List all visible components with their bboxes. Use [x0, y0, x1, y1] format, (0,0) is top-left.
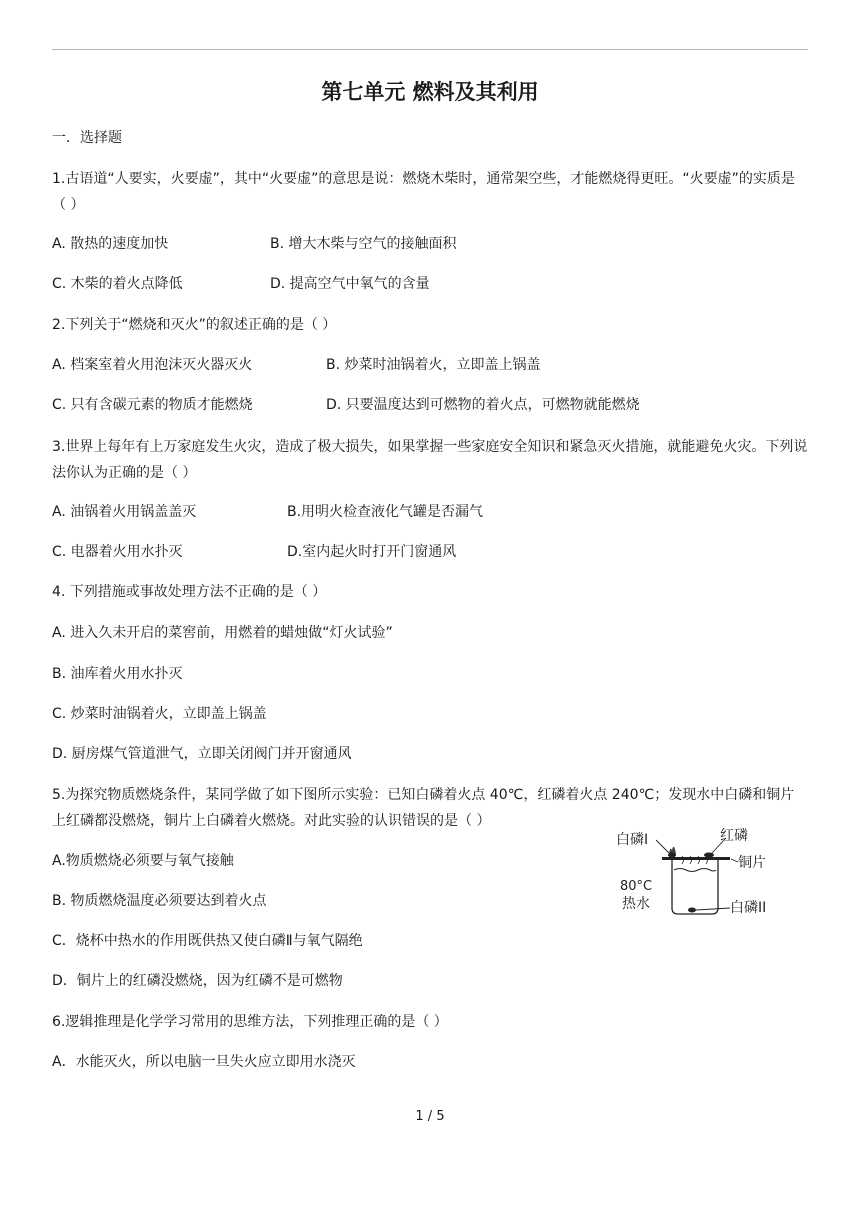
label-white-phosphorus-1: 白磷Ⅰ — [616, 832, 649, 848]
q3-option-b: B.用明火检查液化气罐是否漏气 — [287, 504, 484, 520]
q2-option-b: B. 炒菜时油锅着火，立即盖上锅盖 — [326, 357, 541, 373]
label-temperature: 80°C — [620, 879, 653, 894]
question-5-stem: 5.为探究物质燃烧条件，某同学做了如下图所示实验：已知白磷着火点 40℃，红磷着火点 240℃；发现水中白磷和铜片上红磷都没燃烧，铜片上白磷着火燃烧。对此实验的认识错误的是（ ） — [52, 787, 795, 829]
red-phosphorus — [704, 853, 714, 858]
q4-option-b: B. 油库着火用水扑灭 — [52, 666, 183, 682]
label-copper: 铜片 — [738, 855, 766, 871]
header-rule — [52, 49, 808, 50]
q2-option-d: D. 只要温度达到可燃物的着火点，可燃物就能燃烧 — [326, 397, 640, 413]
q1-option-a: A. 散热的速度加快 — [52, 236, 169, 252]
beaker-icon — [672, 856, 718, 914]
question-1-stem: 1.古语道“人要实，火要虚”，其中“火要虚”的意思是说：燃烧木柴时，通常架空些，才能燃烧得更旺。“火要虚”的实质是（ ） — [52, 171, 795, 213]
white-phosphorus-2 — [688, 908, 696, 913]
q1-option-d: D. 提高空气中氧气的含量 — [270, 276, 430, 292]
question-6-stem: 6.逻辑推理是化学学习常用的思维方法，下列推理正确的是（ ） — [52, 1014, 448, 1030]
question-4-stem: 4. 下列措施或事故处理方法不正确的是（ ） — [52, 584, 327, 600]
q3-option-d: D.室内起火时打开门窗通风 — [287, 544, 457, 560]
label-hot-water: 热水 — [622, 896, 650, 912]
q3-option-c: C. 电器着火用水扑灭 — [52, 544, 183, 560]
section-heading: 一．选择题 — [52, 130, 122, 146]
q5-option-c: C．烧杯中热水的作用既供热又使白磷Ⅱ与氧气隔绝 — [52, 933, 363, 949]
page-title: 第七单元 燃料及其利用 — [321, 80, 539, 104]
label-red-phosphorus: 红磷 — [720, 828, 748, 844]
q4-option-d: D. 厨房煤气管道泄气，立即关闭阀门并开窗通风 — [52, 746, 352, 762]
q5-option-d: D．铜片上的红磷没燃烧，因为红磷不是可燃物 — [52, 973, 343, 989]
q5-option-b: B. 物质燃烧温度必须要达到着火点 — [52, 893, 267, 909]
label-white-phosphorus-2: 白磷II — [730, 900, 767, 916]
question-2-stem: 2.下列关于“燃烧和灭火”的叙述正确的是（ ） — [52, 317, 337, 333]
q5-option-a: A.物质燃烧必须要与氧气接触 — [52, 853, 234, 869]
white-phosphorus-1 — [668, 853, 676, 858]
q3-option-a: A. 油锅着火用锅盖盖灭 — [52, 504, 197, 520]
q2-option-a: A. 档案室着火用泡沫灭火器灭火 — [52, 357, 253, 373]
page-number: 1 / 5 — [415, 1109, 445, 1124]
q1-option-b: B. 增大木柴与空气的接触面积 — [270, 236, 457, 252]
q1-option-c: C. 木柴的着火点降低 — [52, 276, 183, 292]
q4-option-c: C. 炒菜时油锅着火，立即盖上锅盖 — [52, 706, 267, 722]
q6-option-a: A．水能灭火，所以电脑一旦失火应立即用水浇灭 — [52, 1054, 356, 1070]
question-3-stem: 3.世界上每年有上万家庭发生火灾，造成了极大损失，如果掌握一些家庭安全知识和紧急灭火措施，就能避免火灾。下列说法你认为正确的是（ ） — [52, 439, 808, 481]
experiment-figure — [614, 824, 788, 920]
q4-option-a: A. 进入久未开启的菜窖前，用燃着的蜡烛做“灯火试验” — [52, 625, 393, 641]
q2-option-c: C. 只有含碳元素的物质才能燃烧 — [52, 397, 253, 413]
